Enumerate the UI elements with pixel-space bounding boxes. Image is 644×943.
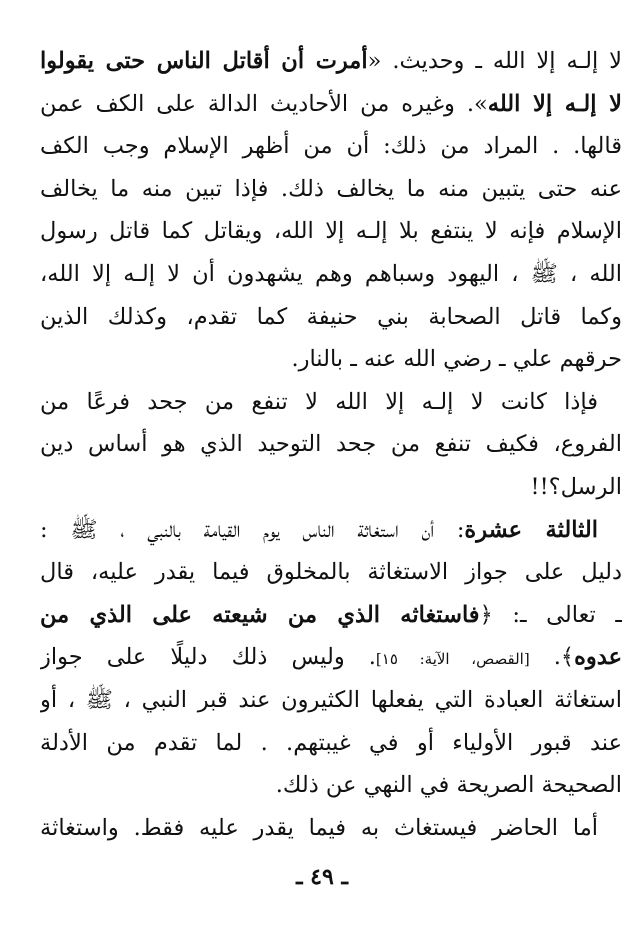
text-run: الإسلام فإنه لا ينتفع بلا إلـه إلا الله، ويقاتل كما قاتل رسول	[40, 218, 622, 245]
text-line	[40, 125, 622, 168]
text-line	[40, 594, 622, 637]
text-run: الله ، ﷺ ، اليهود وسباهم وهم يشهدون أن لا إلـه إلا الله،	[40, 260, 622, 287]
text-line	[40, 168, 622, 211]
text-run: استغاثة العبادة التي يفعلها الكثيرون عند قبر النبي ، ﷺ ، أو	[40, 686, 622, 713]
text-line	[40, 253, 622, 296]
text-run: حرقهم علي ـ رضي الله عنه ـ بالنار.	[291, 346, 622, 373]
text-line	[40, 210, 622, 253]
text-run: فإذا كانت لا إلـه إلا الله لا تنفع من جحد فرعًا من	[40, 388, 598, 415]
text-line	[40, 381, 622, 424]
text-line	[40, 636, 622, 679]
text-line	[40, 83, 622, 126]
text-line	[40, 679, 622, 722]
text-run: عند قبور الأولياء أو في غيبتهم. . لما تقدم من الأدلة	[40, 729, 622, 756]
text-line	[40, 551, 622, 594]
text-run: وكما قاتل الصحابة بني حنيفة كما تقدم، وكذلك الذين	[40, 303, 622, 330]
page-number: ـ ٤٩ ـ	[296, 864, 348, 890]
text-run: الفروع، فكيف تنفع من جحد التوحيد الذي هو أساس دين	[40, 431, 622, 458]
bold-text-run: عدوه	[574, 644, 622, 671]
bold-text-run: فاستغاثه الذي من شيعته على الذي من	[40, 601, 480, 628]
text-line	[40, 807, 622, 850]
bold-text-run: لا إلـه إلا الله	[487, 90, 622, 117]
text-run: ». وغيره من الأحاديث الدالة على الكف عمن	[40, 90, 488, 117]
text-line	[40, 296, 622, 339]
text-run: دليل على جواز الاستغاثة بالمخلوق فيما يقدر عليه، قال	[40, 559, 622, 586]
text-run: : أن استغاثة الناس يوم القيامة بالنبي ، ﷺ :	[40, 516, 465, 543]
text-line	[40, 338, 622, 381]
text-run: الرسل؟!!	[530, 473, 622, 500]
text-line	[40, 764, 622, 807]
text-line	[40, 466, 622, 509]
text-run: ـ تعالى ـ: ﴿	[479, 601, 622, 628]
text-line	[40, 423, 622, 466]
text-run: الصحيحة الصريحة في النهي عن ذلك.	[275, 772, 622, 799]
text-run: عنه حتى يتبين منه ما يخالف ذلك. فإذا تبين منه ما يخالف	[40, 175, 622, 202]
text-line	[40, 722, 622, 765]
reference-citation: [القصص، الآية: ١٥]	[375, 650, 530, 669]
bold-text-run: الثالثة عشرة	[464, 516, 598, 543]
text-line	[40, 509, 622, 552]
text-run: ﴾.	[529, 644, 575, 671]
text-run: لا إلـه إلا الله ـ وحديث. «	[367, 48, 622, 74]
page-body	[40, 40, 622, 849]
bold-text-run: أمرت أن أقاتل الناس حتى يقولوا	[40, 48, 368, 74]
text-run: قالها. . المراد من ذلك: أن من أظهر الإسلام وجب الكف	[40, 133, 622, 160]
text-run: أما الحاضر فيستغاث به فيما يقدر عليه فقط. واستغاثة	[40, 814, 598, 841]
text-run: . وليس ذلك دليلًا على جواز	[40, 644, 376, 671]
text-line	[40, 40, 622, 83]
